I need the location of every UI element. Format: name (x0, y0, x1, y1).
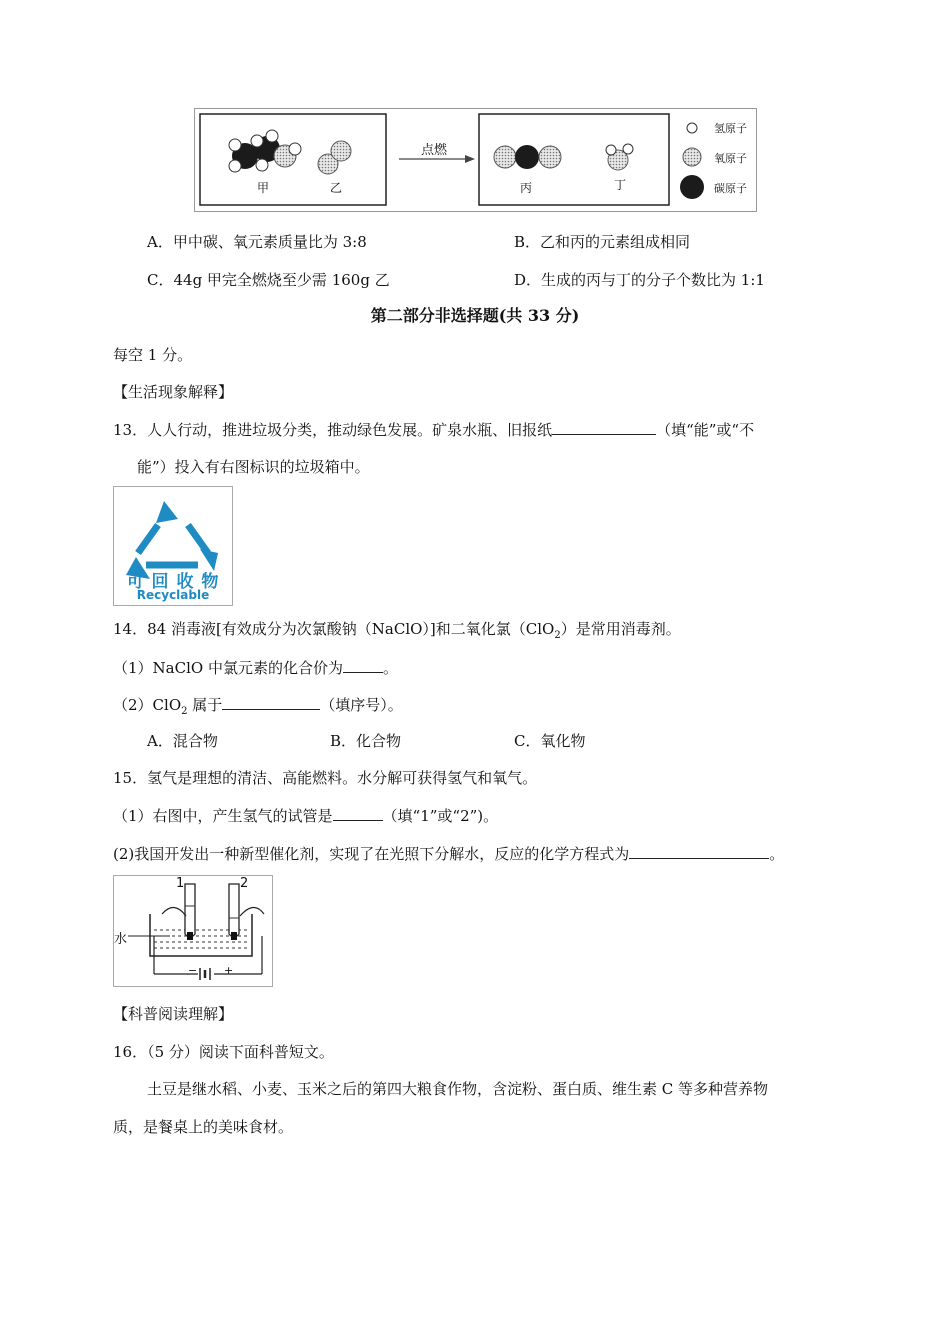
water-label: 水 (114, 932, 128, 947)
q13-line2: 能”）投入有右图标识的垃圾箱中。 (137, 458, 370, 476)
q14-option-b: B．化合物 (330, 732, 402, 750)
recycle-en-label: Recyclable (136, 588, 210, 602)
q13-stem: 13．人人行动，推进垃圾分类，推动绿色发展。矿泉水瓶、旧报纸 (113, 421, 553, 439)
q14-stem-sub: 2 (554, 630, 561, 641)
tube1-label: 1 (176, 876, 185, 891)
q15-part2-end: 。 (769, 845, 785, 863)
q13-line1 (113, 418, 754, 441)
q14-part1-end: 。 (382, 659, 398, 677)
q15-part2-text: (2)我国开发出一种新型催化剂，实现了在光照下分解水，反应的化学方程式为 (113, 845, 630, 863)
q14-part1-text: （1）NaClO 中氯元素的化合价为 (113, 659, 343, 677)
battery-minus: − (188, 964, 198, 977)
q14-stem-text: 14．84 消毒液[有效成分为次氯酸钠（NaClO）]和二氧化氯（ClO (113, 620, 555, 638)
label-ding: 丁 (614, 178, 627, 192)
label-yi: 乙 (330, 181, 343, 195)
reaction-figure (194, 108, 757, 212)
molecule-bing (494, 145, 561, 169)
part2-title: 第二部分非选择题(共 33 分) (370, 306, 580, 325)
q14-stem-end: ）是常用消毒剂。 (560, 620, 681, 638)
legend-c-label: 碳原子 (714, 182, 747, 195)
recycle-cn-label: 可 回 收 物 (126, 572, 220, 592)
q12-option-a: A．甲中碳、氧元素质量比为 3:8 (147, 233, 367, 251)
label-ignite: 点燃 (421, 143, 448, 158)
reaction-diagram (195, 109, 756, 211)
q14-part2-mid: 属于 (187, 696, 223, 714)
molecule-ding (606, 144, 633, 170)
legend-h-circle (687, 123, 697, 133)
electrolysis-figure (113, 875, 273, 987)
q14-part2 (113, 693, 403, 723)
q14-part2-end: （填序号）。 (320, 696, 403, 714)
q13-answer-blank[interactable] (552, 418, 656, 435)
molecule-yi (318, 141, 351, 174)
q14-part1 (113, 656, 398, 679)
legend-h-label: 氢原子 (714, 122, 747, 135)
q15-part2 (113, 842, 784, 865)
q12-option-c: C．44g 甲完全燃烧至少需 160g 乙 (147, 271, 390, 289)
q13-hint: （填“能”或“不 (656, 421, 755, 439)
label-jia: 甲 (257, 181, 270, 195)
recyclable-icon (113, 486, 233, 606)
q14-part1-blank[interactable] (343, 656, 383, 673)
q15-part1-text: （1）右图中，产生氢气的试管是 (113, 807, 333, 825)
q15-part1-end: （填“1”或“2”)。 (382, 807, 499, 825)
section-life: 【生活现象解释】 (113, 383, 234, 401)
q14-part2-sub: 2 (181, 706, 188, 717)
q16-stem: 16．（5 分）阅读下面科普短文。 (113, 1043, 334, 1061)
q15-stem: 15．氢气是理想的清洁、高能燃料。水分解可获得氢气和氧气。 (113, 769, 538, 787)
battery-plus: + (224, 964, 234, 977)
legend-o-label: 氧原子 (714, 152, 747, 165)
q15-part2-blank[interactable] (629, 842, 769, 859)
legend-c-circle (680, 175, 704, 199)
q14-option-a: A．混合物 (147, 732, 218, 750)
q12-option-b: B．乙和丙的元素组成相同 (514, 233, 691, 251)
tube2-label: 2 (240, 876, 249, 891)
legend-o-circle (683, 148, 701, 166)
label-bing: 丙 (520, 181, 533, 195)
q16-paragraph-line2: 质，是餐桌上的美味食材。 (113, 1118, 294, 1136)
section-reading: 【科普阅读理解】 (113, 1005, 234, 1023)
q15-part1-blank[interactable] (333, 804, 383, 821)
score-note: 每空 1 分。 (113, 346, 193, 364)
q14-part2-text: （2）ClO (113, 696, 182, 714)
molecule-jia (229, 130, 301, 172)
q14-option-c: C．氧化物 (514, 732, 586, 750)
q16-paragraph-line1: 土豆是继水稻、小麦、玉米之后的第四大粮食作物，含淀粉、蛋白质、维生素 C 等多种营养物 (147, 1080, 769, 1098)
q15-part1 (113, 804, 498, 827)
q14-part2-blank[interactable] (222, 693, 320, 710)
q12-option-d: D．生成的丙与丁的分子个数比为 1:1 (514, 271, 765, 289)
q14-stem (113, 618, 681, 647)
